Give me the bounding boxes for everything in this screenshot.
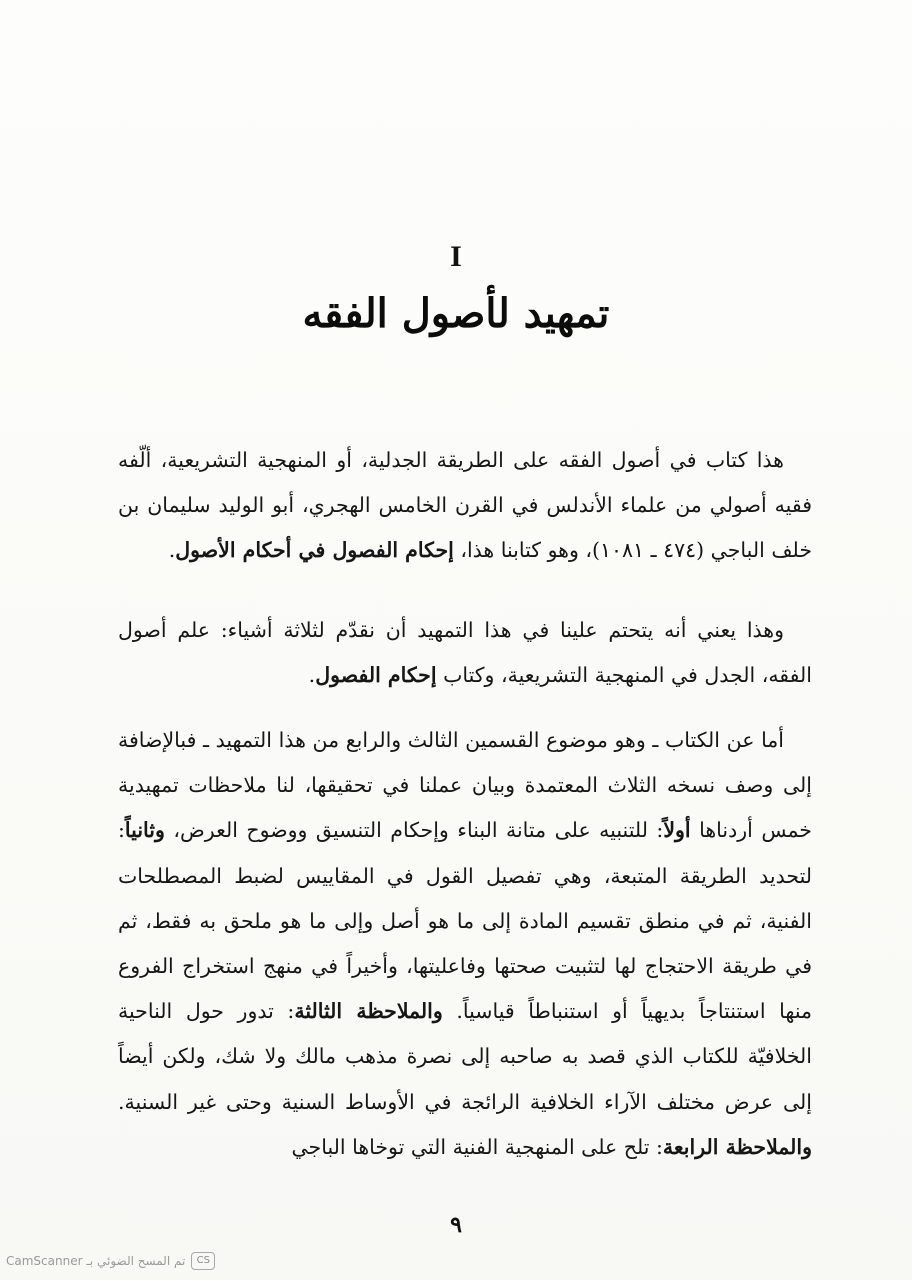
text-run: وهذا يعني أنه يتحتم علينا في هذا التمهيد أن نقدّم لثلاثة أشياء: علم أصول الفقه، الجدل في المنهجية التشريعية، وكتاب — [118, 617, 812, 687]
emphasis-fourth-note: والملاحظة الرابعة — [662, 1134, 812, 1159]
body-text — [118, 438, 812, 1170]
text-run: : تلح على المنهجية الفنية التي توخاها الباجي — [291, 1134, 663, 1159]
book-title-emphasis: إحكام الفصول في أحكام الأصول — [175, 538, 454, 563]
text-run: : تدور حول الناحية الخلافيّة للكتاب الذي قصد به صاحبه إلى نصرة مذهب مالك ولا شك، ولكن أيضاً إلى عرض مختلف الآراء الخلافية الرائجة في الأوساط السنية وحتى غير السنية. — [118, 999, 812, 1114]
bleed-through-text — [0, 128, 912, 160]
chapter-title: تمهيد لأصول الفقه — [302, 290, 610, 337]
emphasis-first: أولاً — [663, 818, 691, 843]
page-number: ٩ — [450, 1212, 462, 1238]
emphasis-third-note: والملاحظة الثالثة — [294, 999, 443, 1024]
text-run: : لتحديد الطريقة المتبعة، وهي تفصيل القول في المقاييس لضبط المصطلحات الفنية، ثم في منطق تقسيم المادة إلى ما هو أصل وإلى ما هو ملحق به فقط، ثم في طريقة الاحتجاج لها لتثبيت صحتها وفاعليتها، وأخيراً في منهج استخراج الفروع منها استنتاجاً بديهياً أو استنباطاً قياسياً. — [118, 818, 812, 1024]
text-run: : للتنبيه على متانة البناء وإحكام التنسيق ووضوح العرض، — [164, 818, 664, 843]
camscanner-logo-icon: CS — [191, 1252, 215, 1270]
chapter-number: I — [450, 240, 462, 273]
camscanner-text: تم المسح الضوئي بـ CamScanner — [6, 1254, 186, 1268]
paragraph-three-topics — [118, 608, 812, 698]
text-run: هذا كتاب في أصول الفقه على الطريقة الجدلية، أو المنهجية التشريعية، ألّفه فقيه أصولي من علماء الأندلس في القرن الخامس الهجري، أبو الوليد سليمان بن خلف الباجي (٤٧٤ ـ ١٠٨١)، وهو كتابنا هذا، — [118, 448, 812, 563]
text-run: . — [308, 662, 316, 687]
camscanner-watermark — [6, 1252, 215, 1270]
emphasis-second: وثانياً — [124, 818, 165, 843]
paragraph-about-book — [118, 718, 812, 1170]
book-title-emphasis: إحكام الفصول — [315, 662, 437, 687]
paragraph-intro — [118, 438, 812, 574]
text-run: أما عن الكتاب ـ وهو موضوع القسمين الثالث والرابع من هذا التمهيد ـ فبالإضافة إلى وصف نسخه الثلاث المعتمدة وبيان عملنا في تحقيقها، لنا ملاحظات تمهيدية خمس أردناها — [118, 728, 812, 843]
text-run: . — [168, 538, 176, 563]
